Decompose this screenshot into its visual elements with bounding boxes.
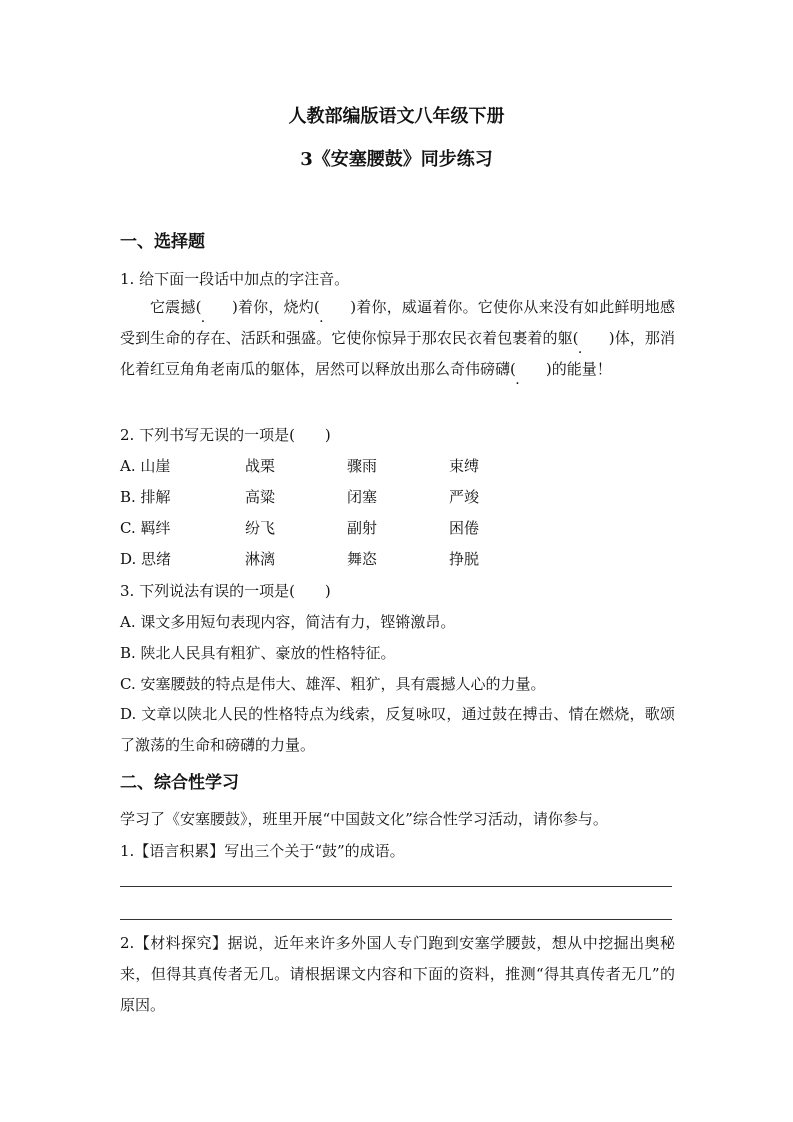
- option-label: B. 排解: [120, 488, 171, 506]
- answer-line[interactable]: [120, 886, 672, 887]
- passage-text: 它震: [150, 298, 181, 316]
- passage-text: ( )着你，威逼着你。它使你从来没有如此鲜明地感受到生命的存在、活跃和强盛。它使你惊异于那农民衣着包裹着的: [120, 298, 675, 347]
- option-label: D. 思绪: [120, 550, 172, 568]
- question-1-stem: 1. 给下面一段话中加点的字注音。: [120, 270, 350, 288]
- option-label: A. 山崖: [120, 457, 171, 475]
- question-3-option-a: A. 课文多用短句表现内容，简洁有力，铿锵激昂。: [120, 613, 456, 631]
- document-title: 人教部编版语文八年级下册: [288, 106, 505, 127]
- question-3-option-d: D. 文章以陕北人民的性格特点为线索，反复咏叹，通过鼓在搏击、情在燃烧，歌颂了激荡的生命和磅礴的力量。: [120, 705, 675, 754]
- document-subtitle: 3《安塞腰鼓》同步练习: [300, 149, 493, 170]
- question-2-stem: 2. 下列书写无误的一项是( ): [120, 426, 331, 444]
- dotted-char: 礴: [495, 360, 511, 378]
- dotted-char: 灼: [298, 298, 314, 316]
- answer-line[interactable]: [120, 919, 672, 920]
- dotted-char: 撼: [180, 298, 196, 316]
- option-word: 闭塞: [347, 488, 378, 506]
- option-row-d: [120, 548, 551, 570]
- option-row-a: [120, 455, 551, 477]
- question-1-passage: [120, 292, 675, 385]
- option-word: 严竣: [449, 488, 480, 506]
- option-row-c: [120, 517, 551, 539]
- section-heading-comprehensive: 二、综合性学习: [120, 773, 239, 793]
- question-3-option-b: B. 陕北人民具有粗犷、豪放的性格特征。: [120, 644, 396, 662]
- section-2-item-2: 2.【材料探究】据说，近年来许多外国人专门跑到安塞学腰鼓，想从中挖掘出奥秘来，但得其真传者无几。请根据课文内容和下面的资料，推测“得其真传者无几”的原因。: [120, 934, 675, 1014]
- section-2-intro: 学习了《安塞腰鼓》，班里开展“中国鼓文化”综合性学习活动，请你参与。: [120, 810, 608, 828]
- option-word: 挣脱: [449, 550, 480, 568]
- option-word: 骤雨: [347, 457, 378, 475]
- option-word: 束缚: [449, 457, 480, 475]
- passage-text: ( )体，那消化着红豆角角老南瓜的躯体，居然可以释放出那么奇伟磅: [120, 329, 675, 378]
- question-3-option-c: C. 安塞腰鼓的特点是伟大、雄浑、粗犷，具有震撼人心的力量。: [120, 675, 546, 693]
- option-word: 舞恣: [347, 550, 378, 568]
- option-word: 淋漓: [245, 550, 276, 568]
- option-word: 副射: [347, 519, 378, 537]
- section-2-item-1: 1.【语言积累】写出三个关于“鼓”的成语。: [120, 842, 405, 860]
- option-word: 困倦: [449, 519, 480, 537]
- passage-text: ( )着你，烧: [195, 298, 299, 316]
- option-label: C. 羁绊: [120, 519, 171, 537]
- section-heading-choice: 一、选择题: [120, 232, 205, 252]
- passage-text: ( )的能量！: [510, 360, 612, 378]
- option-row-b: [120, 486, 551, 508]
- question-3-stem: 3. 下列说法有误的一项是( ): [120, 582, 331, 600]
- option-word: 纷飞: [245, 519, 276, 537]
- dotted-char: 躯: [557, 329, 573, 347]
- option-word: 高粱: [245, 488, 276, 506]
- option-word: 战栗: [245, 457, 276, 475]
